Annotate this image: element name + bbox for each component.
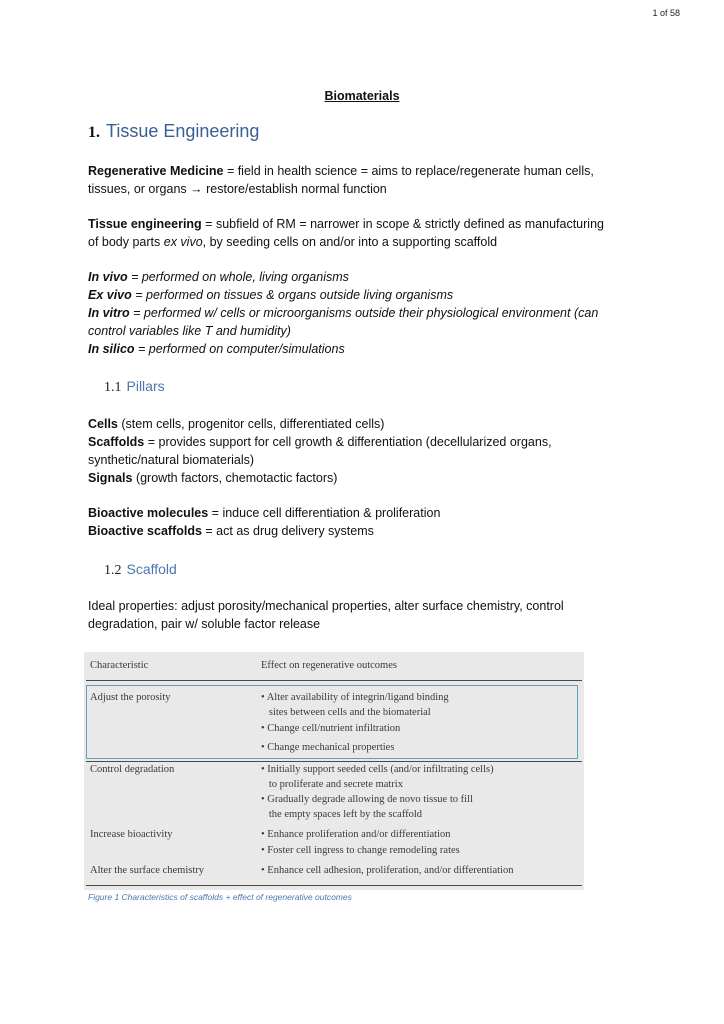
definition-text: = induce cell differentiation & proliferation xyxy=(208,506,441,520)
paragraph-pillars xyxy=(88,415,648,487)
definition-text: = field in health science = aims to replace/regenerate human cells, xyxy=(223,164,594,178)
table-cell-effect: • Change cell/nutrient infiltration xyxy=(261,723,401,734)
table-cell-characteristic: Adjust the porosity xyxy=(90,692,171,703)
term-scaffolds: Scaffolds xyxy=(88,435,145,449)
definition-text: (stem cells, progenitor cells, differentiated cells) xyxy=(117,417,385,431)
table-cell-characteristic: Alter the surface chemistry xyxy=(90,865,204,876)
document-title: Biomaterials xyxy=(324,89,400,103)
table-cell-effect: • Foster cell ingress to change remodeling rates xyxy=(261,845,460,856)
paragraph-ideal-properties xyxy=(88,597,648,633)
table-cell-effect: • Alter availability of integrin/ligand binding xyxy=(261,692,449,703)
definition-text: of body parts xyxy=(88,235,164,249)
table-cell-effect: • Gradually degrade allowing de novo tissue to fill xyxy=(261,794,473,805)
body-text: Ideal properties: adjust porosity/mechanical properties, alter surface chemistry, control xyxy=(88,599,564,613)
definition-text: (growth factors, chemotactic factors) xyxy=(132,471,338,485)
table-cell-effect: sites between cells and the biomaterial xyxy=(261,707,431,718)
term-cells: Cells xyxy=(88,417,118,431)
table-cell-characteristic: Increase bioactivity xyxy=(90,829,173,840)
term-in-vitro: In vitro xyxy=(88,306,130,320)
section-title: Pillars xyxy=(126,378,165,394)
figure-caption: Figure 1 Characteristics of scaffolds + effect of regenerative outcomes xyxy=(88,892,352,902)
definition-text: synthetic/natural biomaterials) xyxy=(88,453,255,467)
definition-text: = performed w/ cells or microorganisms outside their physiological environment (can xyxy=(129,306,599,320)
term-tissue-engineering: Tissue engineering xyxy=(88,217,202,231)
table-cell-effect: • Enhance cell adhesion, proliferation, and/or differentiation xyxy=(261,865,514,876)
definition-text: = performed on tissues & organs outside living organisms xyxy=(131,288,454,302)
definition-text: = provides support for cell growth & differentiation (decellularized organs, xyxy=(144,435,552,449)
page-number: 1 of 58 xyxy=(652,8,680,18)
table-rule xyxy=(86,761,582,762)
term-ex-vivo: Ex vivo xyxy=(88,288,132,302)
definition-text: = act as drug delivery systems xyxy=(201,524,374,538)
table-cell-effect: to proliferate and secrete matrix xyxy=(261,779,403,790)
paragraph-tissue-engineering xyxy=(88,215,648,251)
paragraph-definitions xyxy=(88,268,648,358)
table-rule xyxy=(86,680,582,681)
section-title: Scaffold xyxy=(126,561,177,577)
section-title: Tissue Engineering xyxy=(106,121,260,141)
section-heading-1-1 xyxy=(104,378,165,396)
emphasis-text: ex vivo xyxy=(163,235,203,249)
section-heading-1-2 xyxy=(104,561,177,579)
table-rule xyxy=(86,885,582,886)
section-heading-1 xyxy=(88,121,259,142)
paragraph-bioactive xyxy=(88,504,648,540)
definition-text: = performed on whole, living organisms xyxy=(127,270,349,284)
section-number: 1.2 xyxy=(104,563,122,578)
term-in-silico: In silico xyxy=(88,342,135,356)
table-cell-effect: • Enhance proliferation and/or differentiation xyxy=(261,829,451,840)
definition-text: control variables like T and humidity) xyxy=(88,324,291,338)
table-cell-effect: • Initially support seeded cells (and/or infiltrating cells) xyxy=(261,764,494,775)
definition-text: = performed on computer/simulations xyxy=(134,342,345,356)
definition-text: , by seeding cells on and/or into a supporting scaffold xyxy=(202,235,498,249)
term-regenerative-medicine: Regenerative Medicine xyxy=(88,164,224,178)
section-number: 1. xyxy=(88,124,100,141)
term-signals: Signals xyxy=(88,471,133,485)
paragraph-regenerative-medicine xyxy=(88,162,648,198)
term-in-vivo: In vivo xyxy=(88,270,128,284)
term-bioactive-scaffolds: Bioactive scaffolds xyxy=(88,524,202,538)
section-number: 1.1 xyxy=(104,380,122,395)
table-cell-effect: the empty spaces left by the scaffold xyxy=(261,809,423,820)
table-cell-characteristic: Control degradation xyxy=(90,764,175,775)
body-text: degradation, pair w/ soluble factor release xyxy=(88,617,321,631)
column-header-characteristic: Characteristic xyxy=(90,660,149,671)
definition-text: = subfield of RM = narrower in scope & strictly defined as manufacturing xyxy=(201,217,604,231)
scaffold-characteristics-table xyxy=(84,652,584,890)
term-bioactive-molecules: Bioactive molecules xyxy=(88,506,209,520)
column-header-effect: Effect on regenerative outcomes xyxy=(261,660,397,671)
definition-text: tissues, or organs → restore/establish normal function xyxy=(88,182,387,196)
table-cell-effect: • Change mechanical properties xyxy=(261,742,395,753)
